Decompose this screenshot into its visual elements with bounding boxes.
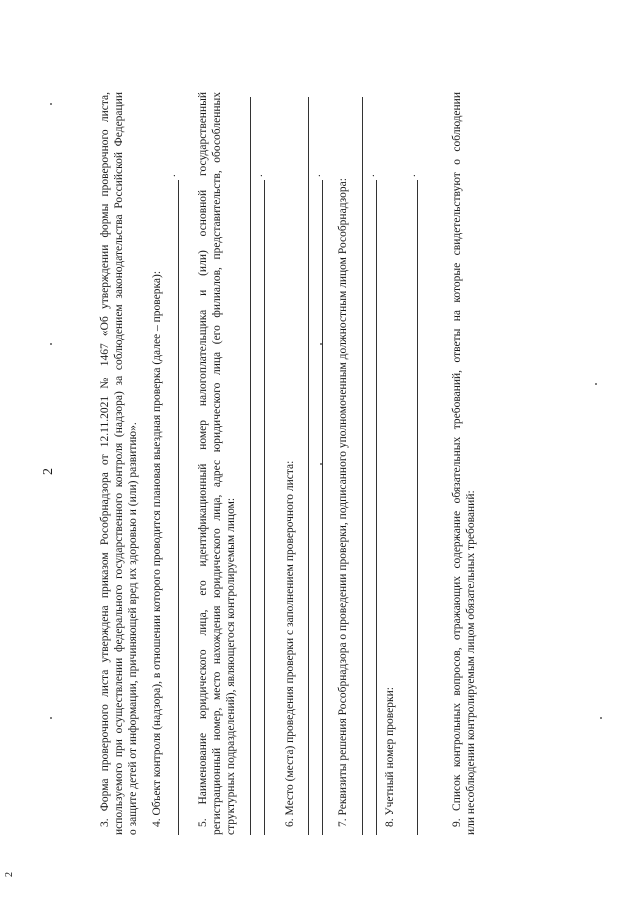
item7-heading: 7. Реквизиты решения Рособрнадзора о проведении проверки, подписанного уполномоченным должностным лицом Рособрнадзора: bbox=[337, 178, 349, 827]
item4-end-mark: . bbox=[166, 174, 178, 177]
item6-end-mark: . bbox=[311, 174, 323, 177]
item8-end-mark: . bbox=[406, 174, 418, 177]
item7-fill-line-1 bbox=[362, 97, 363, 835]
item8-fill-line bbox=[417, 180, 418, 835]
item6-heading: 6. Место (места) проведения проверки с заполнением проверочного листа: bbox=[284, 460, 296, 827]
item5-fill-line-2 bbox=[264, 180, 265, 835]
item4-fill-line bbox=[178, 180, 179, 835]
item3-line3: о защите детей от информации, причиняющей вред их здоровью и (или) развитию». bbox=[127, 422, 139, 835]
item5-line2: регистрационный номер, место нахождения юридического лица, адрес юридического лица (его филиалов, представительств, обособленных bbox=[211, 92, 223, 835]
item5-line3: структурных подразделений), являющегося контролируемым лицом: bbox=[225, 497, 237, 835]
item5-fill-line-1 bbox=[250, 97, 251, 835]
item5-line1: 5. Наименование юридического лица, его идентификационный номер налогоплательщика и (или) основной государственный bbox=[197, 92, 209, 827]
item6-fill-line-2 bbox=[322, 180, 323, 835]
scan-speck bbox=[595, 383, 597, 385]
corner-mark: 2 bbox=[4, 872, 15, 877]
scan-speck bbox=[600, 717, 602, 719]
item4-heading: 4. Объект контроля (надзора), в отношении которого проводится плановая выездная проверка (далее – проверка): bbox=[151, 270, 163, 827]
scan-speck bbox=[320, 463, 322, 465]
item5-end-mark: . bbox=[253, 174, 265, 177]
scan-speck bbox=[50, 343, 52, 345]
scan-speck bbox=[50, 717, 52, 719]
item8-heading: 8. Учетный номер проверки: bbox=[384, 687, 396, 827]
item6-fill-line-1 bbox=[308, 97, 309, 835]
item9-line2: или несоблюдении контролируемым лицом обязательных требований: bbox=[465, 490, 477, 835]
item3-line1: 3. Форма проверочного листа утверждена приказом Рособрнадзора от 12.11.2021 № 1467 «Об утверждении формы проверочного листа, bbox=[99, 92, 111, 827]
item9-line1: 9. Список контрольных вопросов, отражающих содержание обязательных требований, ответы на которые свидетельствуют о соблюдении bbox=[451, 92, 463, 827]
scan-speck bbox=[320, 343, 322, 345]
item7-end-mark: . bbox=[365, 174, 377, 177]
item3-line2: используемого при осуществлении федерального государственного контроля (надзора) за соблюдением законодательства Российской Федерации bbox=[113, 92, 125, 835]
item7-fill-line-2 bbox=[376, 180, 377, 835]
page-number: 2 bbox=[41, 468, 56, 475]
scan-speck bbox=[50, 103, 52, 105]
